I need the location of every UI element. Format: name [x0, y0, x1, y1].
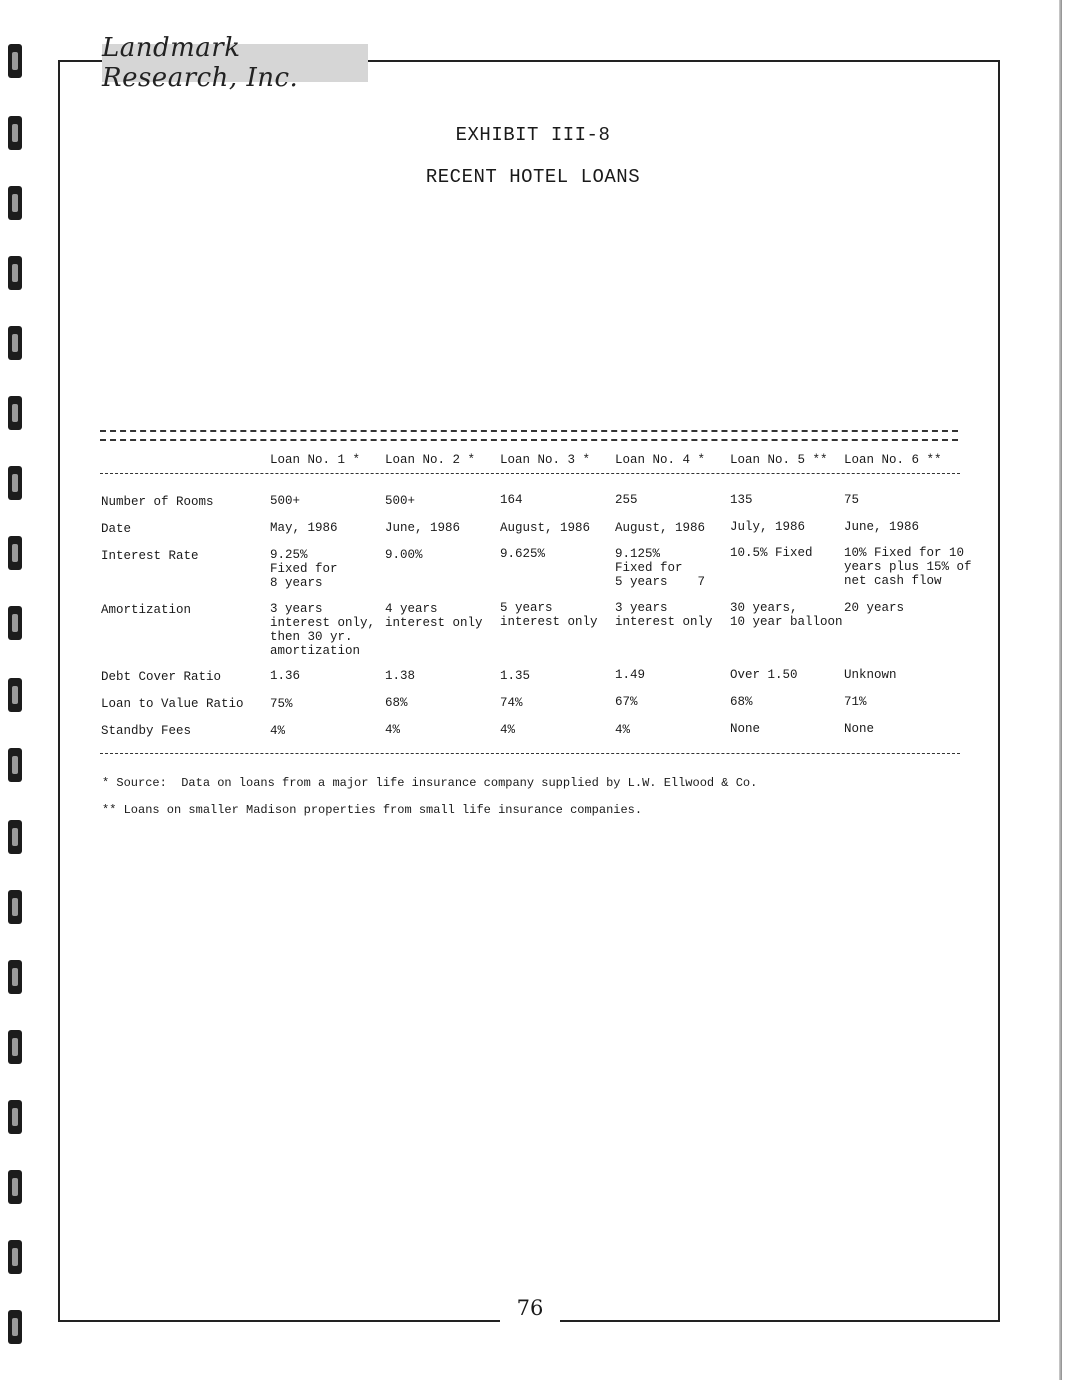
page-right-edge	[1059, 0, 1062, 1380]
table-cell: 3 years interest only, then 30 yr. amortization	[270, 602, 376, 658]
table-cell: 4 years interest only	[385, 602, 483, 630]
binding-hole	[8, 466, 22, 500]
table-cell: 74%	[500, 696, 523, 710]
table-cell: 4%	[615, 723, 631, 737]
table-cell: 3 years interest only	[615, 601, 713, 629]
column-header-loan-1: Loan No. 1 *	[270, 453, 361, 467]
company-logo: Landmark Research, Inc.	[102, 44, 368, 82]
table-cell: 9.625%	[500, 547, 546, 561]
table-cell: 1.38	[385, 669, 416, 683]
table-cell: None	[730, 722, 761, 736]
column-header-loan-6: Loan No. 6 **	[844, 453, 942, 467]
row-label: Loan to Value Ratio	[101, 697, 244, 711]
binding-hole	[8, 1030, 22, 1064]
table-cell: June, 1986	[385, 521, 461, 535]
footnote-source: * Source: Data on loans from a major life insurance company supplied by L.W. Ellwood & Co.	[102, 776, 758, 790]
table-cell: May, 1986	[270, 521, 338, 535]
table-cell: 75	[844, 493, 860, 507]
exhibit-number: EXHIBIT III-8	[455, 124, 611, 146]
table-top-double-rule	[100, 430, 958, 441]
table-cell: 164	[500, 493, 523, 507]
binding-hole	[8, 1240, 22, 1274]
table-cell: 1.36	[270, 669, 301, 683]
header-rule	[100, 473, 960, 474]
table-cell: 1.49	[615, 668, 646, 682]
column-header-loan-3: Loan No. 3 *	[500, 453, 591, 467]
row-label: Date	[101, 522, 132, 536]
table-cell: August, 1986	[500, 521, 591, 535]
table-cell: 5 years interest only	[500, 601, 598, 629]
table-cell: 500+	[385, 494, 416, 508]
table-cell: 4%	[500, 723, 516, 737]
table-cell: 1.35	[500, 669, 531, 683]
binding-hole	[8, 326, 22, 360]
binding-hole	[8, 890, 22, 924]
table-cell: 4%	[385, 723, 401, 737]
table-cell: 71%	[844, 695, 867, 709]
row-label: Standby Fees	[101, 724, 192, 738]
table-cell: Over 1.50	[730, 668, 798, 682]
table-cell: 10.5% Fixed	[730, 546, 813, 560]
binding-hole	[8, 1310, 22, 1344]
column-header-loan-5: Loan No. 5 **	[730, 453, 828, 467]
binding-hole	[8, 678, 22, 712]
table-cell: 67%	[615, 695, 638, 709]
column-header-loan-4: Loan No. 4 *	[615, 453, 706, 467]
table-cell: 9.125% Fixed for 5 years 7	[615, 547, 706, 589]
binding-hole	[8, 536, 22, 570]
table-cell: 255	[615, 493, 638, 507]
binding-hole	[8, 186, 22, 220]
table-cell: 4%	[270, 724, 286, 738]
table-cell: 500+	[270, 494, 301, 508]
row-label: Number of Rooms	[101, 495, 214, 509]
exhibit-title: RECENT HOTEL LOANS	[425, 166, 641, 188]
binding-hole	[8, 396, 22, 430]
row-label: Debt Cover Ratio	[101, 670, 222, 684]
table-cell: July, 1986	[730, 520, 806, 534]
binding-hole	[8, 960, 22, 994]
table-cell: 9.25% Fixed for 8 years	[270, 548, 338, 590]
table-cell: 68%	[385, 696, 408, 710]
table-cell: 30 years, 10 year balloon	[730, 601, 843, 629]
table-cell: June, 1986	[844, 520, 920, 534]
page-frame	[58, 60, 1000, 1322]
page-number: 76	[516, 1296, 544, 1320]
table-cell: Unknown	[844, 668, 897, 682]
table-cell: 20 years	[844, 601, 905, 615]
table-bottom-rule	[100, 753, 960, 754]
table-cell: 10% Fixed for 10 years plus 15% of net cash flow	[844, 546, 972, 588]
row-label: Interest Rate	[101, 549, 199, 563]
row-label: Amortization	[101, 603, 192, 617]
binding-hole	[8, 256, 22, 290]
binding-hole	[8, 748, 22, 782]
table-cell: 68%	[730, 695, 753, 709]
binding-hole	[8, 1170, 22, 1204]
binding-hole	[8, 606, 22, 640]
table-cell: 9.00%	[385, 548, 423, 562]
table-cell: 135	[730, 493, 753, 507]
column-header-loan-2: Loan No. 2 *	[385, 453, 476, 467]
table-cell: None	[844, 722, 875, 736]
binding-hole	[8, 820, 22, 854]
table-cell: 75%	[270, 697, 293, 711]
binding-hole	[8, 1100, 22, 1134]
binding-hole	[8, 44, 22, 78]
footnote-madison: ** Loans on smaller Madison properties from small life insurance companies.	[102, 803, 643, 817]
table-cell: August, 1986	[615, 521, 706, 535]
